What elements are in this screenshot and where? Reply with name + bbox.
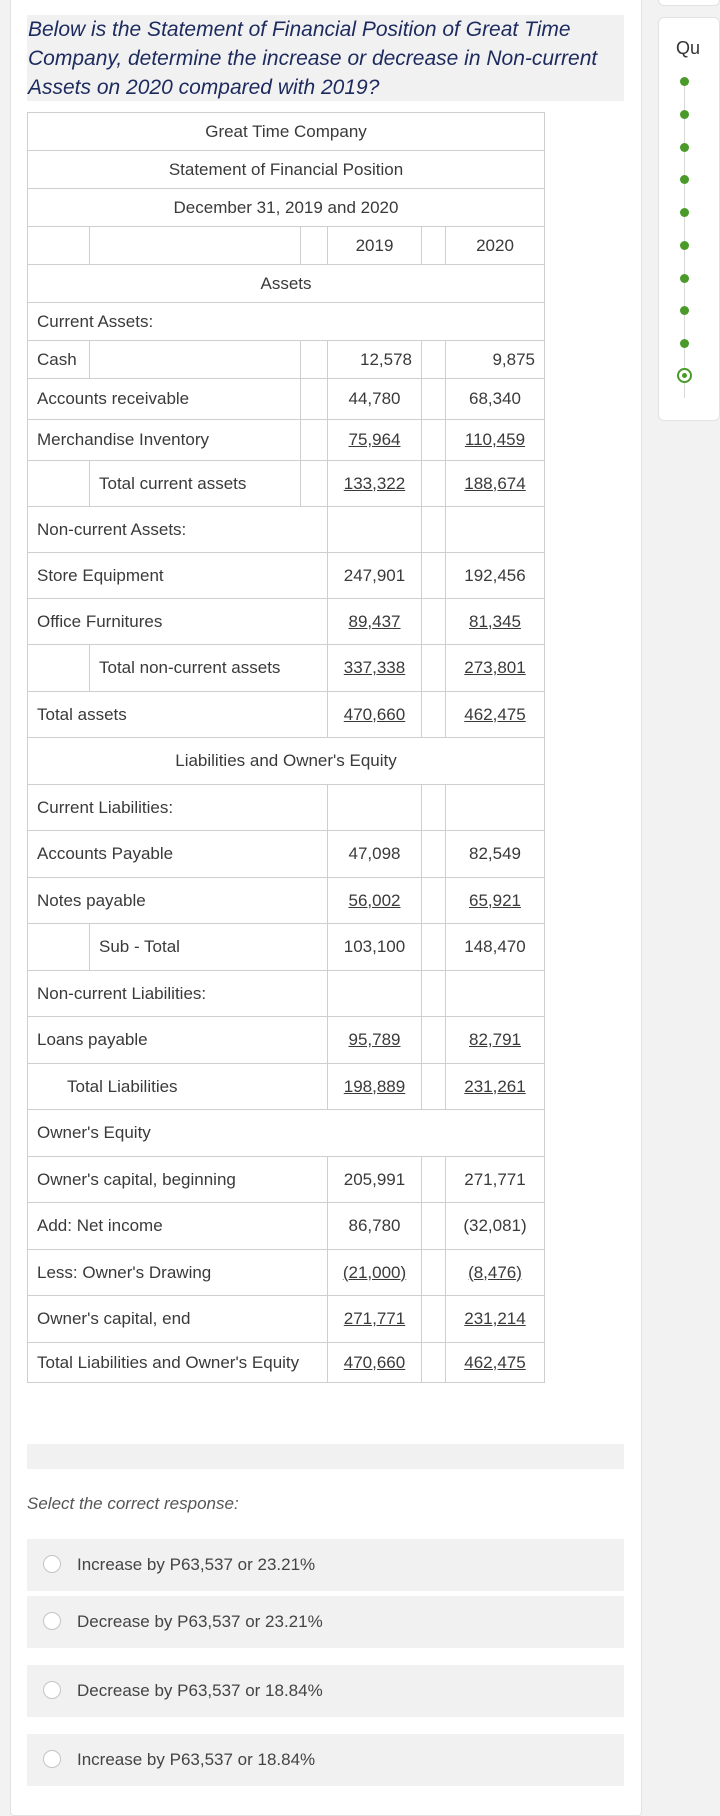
table-row (28, 265, 545, 303)
question-dot[interactable] (680, 77, 689, 86)
table-row (28, 113, 545, 151)
question-dot[interactable] (680, 143, 689, 152)
row-label: Total assets (28, 692, 328, 738)
row-label: Accounts Payable (28, 831, 328, 878)
row-label: Total Liabilities and Owner's Equity (28, 1343, 328, 1383)
value-2020: 9,875 (446, 341, 545, 379)
table-row (28, 645, 545, 692)
value-2020: 81,345 (446, 599, 545, 645)
table-row (28, 189, 545, 227)
question-dot[interactable] (680, 110, 689, 119)
value-2019: 470,660 (328, 1343, 422, 1383)
table-row (28, 738, 545, 785)
value-2019: 12,578 (328, 341, 422, 379)
section-label: Current Assets: (28, 303, 545, 341)
row-label: Office Furnitures (28, 599, 328, 645)
row-label: Sub - Total (90, 924, 328, 971)
table-row (28, 1343, 545, 1383)
table-row (28, 1064, 545, 1110)
table-row (28, 341, 545, 379)
value-2019: 337,338 (328, 645, 422, 692)
option-label: Increase by P63,537 or 23.21% (77, 1555, 316, 1574)
row-label: Owner's capital, end (28, 1296, 328, 1343)
row-label: Store Equipment (28, 553, 328, 599)
navigator-line (684, 78, 685, 398)
table-row (28, 971, 545, 1017)
answer-option[interactable] (27, 1734, 624, 1786)
option-label: Decrease by P63,537 or 18.84% (77, 1681, 323, 1700)
table-row (28, 553, 545, 599)
value-2020: 462,475 (446, 692, 545, 738)
value-2019: 247,901 (328, 553, 422, 599)
statement-title: Statement of Financial Position (28, 151, 545, 189)
column-header-2019: 2019 (328, 227, 422, 265)
section-label: Owner's Equity (28, 1110, 545, 1157)
value-2020: (32,081) (446, 1203, 545, 1250)
row-label: Accounts receivable (28, 379, 301, 420)
value-2019: 133,322 (328, 461, 422, 507)
value-2019: 470,660 (328, 692, 422, 738)
value-2020: 68,340 (446, 379, 545, 420)
table-row (28, 507, 545, 553)
section-label: Current Liabilities: (28, 785, 328, 831)
question-dot[interactable] (680, 274, 689, 283)
row-label: Total non-current assets (90, 645, 328, 692)
table-row (28, 878, 545, 924)
row-label: Less: Owner's Drawing (28, 1250, 328, 1296)
table-row (28, 1203, 545, 1250)
section-label: Non-current Assets: (28, 507, 328, 553)
table-row (28, 1296, 545, 1343)
table-row (28, 599, 545, 645)
value-2020: 188,674 (446, 461, 545, 507)
table-row (28, 1017, 545, 1064)
separator-bar (27, 1444, 624, 1469)
liabilities-heading: Liabilities and Owner's Equity (28, 738, 545, 785)
row-label: Total current assets (90, 461, 301, 507)
radio-button[interactable] (43, 1612, 61, 1630)
navigator-title: Qu (676, 38, 701, 58)
answer-option[interactable] (27, 1539, 624, 1591)
value-2019: 271,771 (328, 1296, 422, 1343)
value-2019: 103,100 (328, 924, 422, 971)
table-row (28, 1250, 545, 1296)
option-label: Decrease by P63,537 or 23.21% (77, 1612, 323, 1631)
question-dot[interactable] (680, 241, 689, 250)
question-dot[interactable] (680, 208, 689, 217)
table-row (28, 303, 545, 341)
current-question-dot[interactable] (677, 368, 692, 383)
sidebar-top-card (658, 0, 720, 6)
table-row (28, 924, 545, 971)
value-2020: 231,261 (446, 1064, 545, 1110)
value-2020: (8,476) (446, 1250, 545, 1296)
value-2020: 148,470 (446, 924, 545, 971)
value-2020: 273,801 (446, 645, 545, 692)
row-label: Loans payable (28, 1017, 328, 1064)
answer-option[interactable] (27, 1665, 624, 1717)
value-2019: 205,991 (328, 1157, 422, 1203)
row-label: Notes payable (28, 878, 328, 924)
table-row (28, 1157, 545, 1203)
table-row (28, 420, 545, 461)
value-2020: 65,921 (446, 878, 545, 924)
radio-button[interactable] (43, 1750, 61, 1768)
company-name: Great Time Company (28, 113, 545, 151)
option-label: Increase by P63,537 or 18.84% (77, 1750, 316, 1769)
table-row (28, 1110, 545, 1157)
value-2020: 231,214 (446, 1296, 545, 1343)
table-row (28, 227, 545, 265)
column-header-2020: 2020 (446, 227, 545, 265)
table-row (28, 379, 545, 420)
section-label: Non-current Liabilities: (28, 971, 328, 1017)
financial-statement-table (27, 112, 545, 1383)
radio-button[interactable] (43, 1681, 61, 1699)
value-2019: 95,789 (328, 1017, 422, 1064)
question-dot[interactable] (680, 306, 689, 315)
value-2020: 82,791 (446, 1017, 545, 1064)
question-navigator (658, 17, 720, 421)
table-row (28, 785, 545, 831)
value-2020: 462,475 (446, 1343, 545, 1383)
table-row (28, 692, 545, 738)
assets-heading: Assets (28, 265, 545, 303)
row-label: Add: Net income (28, 1203, 328, 1250)
answer-option[interactable] (27, 1596, 624, 1648)
value-2019: 47,098 (328, 831, 422, 878)
value-2020: 82,549 (446, 831, 545, 878)
table-row (28, 831, 545, 878)
row-label: Cash (28, 341, 90, 379)
table-row (28, 151, 545, 189)
value-2019: 75,964 (328, 420, 422, 461)
row-label: Merchandise Inventory (28, 420, 301, 461)
value-2019: 44,780 (328, 379, 422, 420)
response-prompt: Select the correct response: (27, 1494, 239, 1513)
value-2020: 271,771 (446, 1157, 545, 1203)
radio-button[interactable] (43, 1555, 61, 1573)
table-row (28, 461, 545, 507)
question-dot[interactable] (680, 175, 689, 184)
row-label: Total Liabilities (28, 1064, 328, 1110)
statement-date: December 31, 2019 and 2020 (28, 189, 545, 227)
value-2019: 56,002 (328, 878, 422, 924)
value-2019: 86,780 (328, 1203, 422, 1250)
value-2020: 110,459 (446, 420, 545, 461)
value-2019: 198,889 (328, 1064, 422, 1110)
question-text: Below is the Statement of Financial Position of Great Time Company, determine the increase or decrease in Non-current Assets on 2020 compared with 2019? (28, 18, 598, 99)
row-label: Owner's capital, beginning (28, 1157, 328, 1203)
value-2020: 192,456 (446, 553, 545, 599)
question-dot[interactable] (680, 339, 689, 348)
value-2019: (21,000) (328, 1250, 422, 1296)
value-2019: 89,437 (328, 599, 422, 645)
